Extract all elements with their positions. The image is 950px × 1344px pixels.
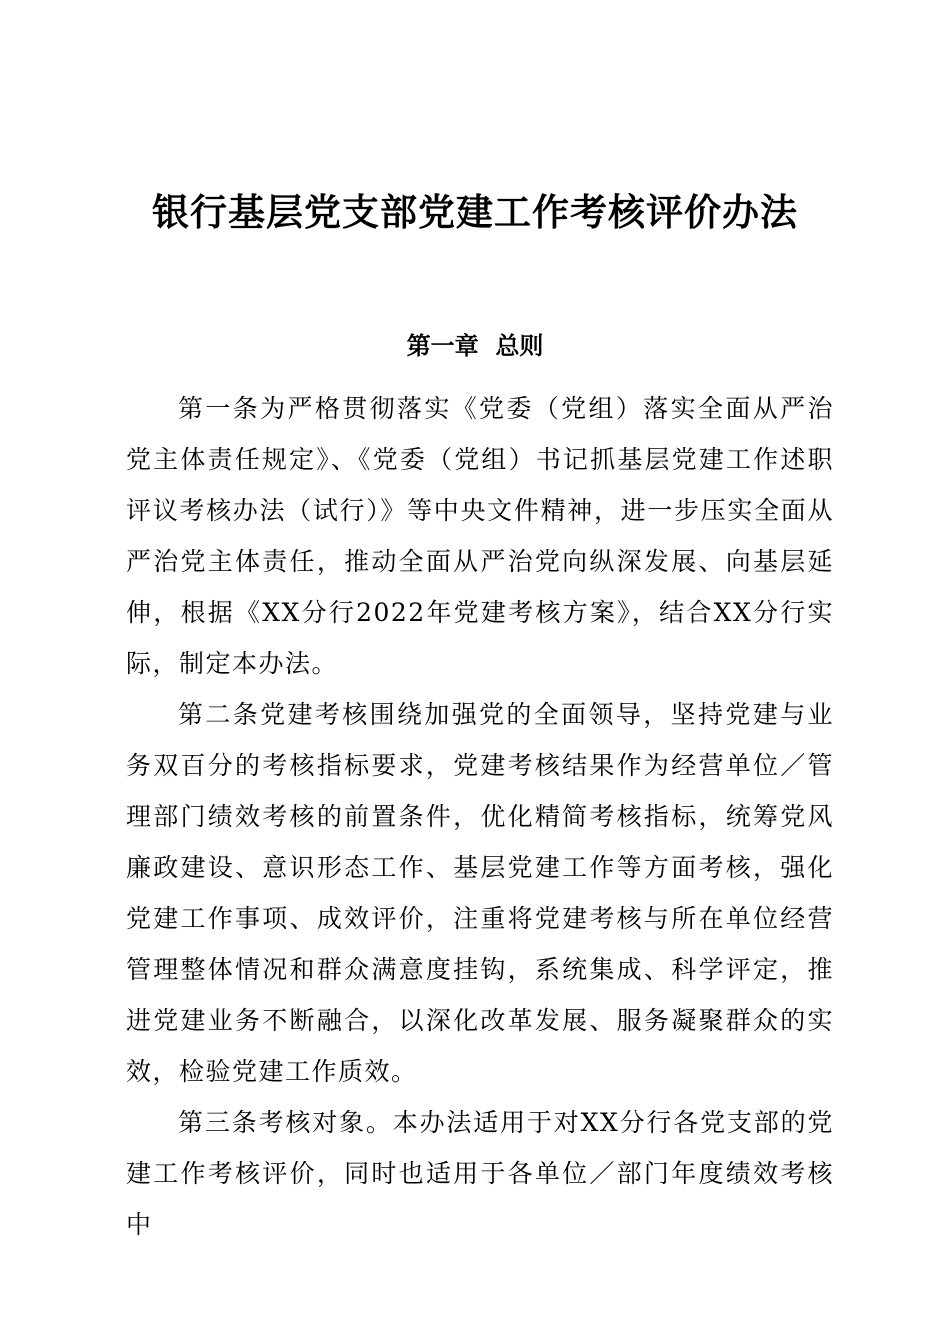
article-1-paragraph: 第一条为严格贯彻落实《党委（党组）落实全面从严治党主体责任规定》、《党委（党组）书记抓基层党建工作述职评议考核办法（试行）》等中央文件精神，进一步压实全面从严治党主体责任，推动全面从严治党向纵深发展、向基层延伸，根据《XX分行2022年党建考核方案》，结合XX分行实际，制定本办法。 (126, 394, 834, 678)
article-3-paragraph: 第三条考核对象。本办法适用于对XX分行各党支部的党建工作考核评价，同时也适用于各单位／部门年度绩效考核中 (126, 1108, 834, 1239)
chapter-heading: 第一章 总则 (406, 332, 544, 360)
article-2-paragraph: 第二条党建考核围绕加强党的全面领导，坚持党建与业务双百分的考核指标要求，党建考核结果作为经营单位／管理部门绩效考核的前置条件，优化精简考核指标，统筹党风廉政建设、意识形态工作、基层党建工作等方面考核，强化党建工作事项、成效评价，注重将党建考核与所在单位经营管理整体情况和群众满意度挂钩，系统集成、科学评定，推进党建业务不断融合，以深化改革发展、服务凝聚群众的实效，检验党建工作质效。 (126, 700, 834, 1086)
document-body (126, 383, 834, 1250)
document-title: 银行基层党支部党建工作考核评价办法 (152, 191, 798, 234)
